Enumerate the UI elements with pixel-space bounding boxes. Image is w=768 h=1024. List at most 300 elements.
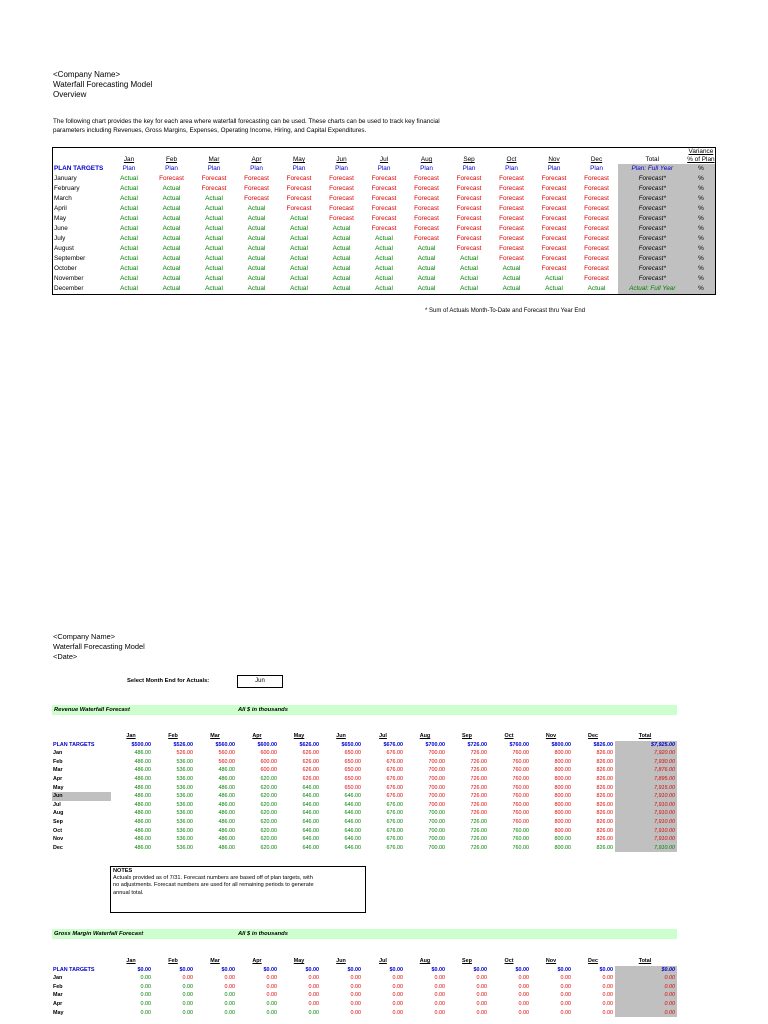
- row-label: May: [53, 784, 64, 791]
- actual-cell: Actual: [247, 225, 266, 232]
- row-label: Mar: [53, 992, 63, 999]
- actual-value: 700.00: [428, 810, 445, 817]
- plan-cell: Plan: [462, 165, 476, 172]
- forecast-cell: Forecast: [541, 215, 567, 222]
- plan-value: $700.00: [425, 741, 445, 748]
- forecast-cell: Forecast: [286, 185, 312, 192]
- plan-total: $7,925.00: [615, 741, 677, 750]
- actual-cell: Actual: [120, 265, 138, 272]
- month-header: Jan: [126, 958, 136, 964]
- actual-value: 536.00: [176, 784, 193, 791]
- waterfall-row: [52, 844, 677, 853]
- forecast-cell: Forecast: [244, 185, 269, 192]
- month-header: Feb: [165, 156, 177, 163]
- actual-value: 620.00: [260, 844, 277, 851]
- month-header: Oct: [504, 733, 514, 739]
- forecast-value: 826.00: [596, 758, 613, 765]
- actual-cell: Actual: [205, 205, 223, 212]
- actual-value: 726.00: [470, 818, 487, 825]
- forecast-value: 760.00: [512, 784, 529, 791]
- month-header: Oct: [504, 958, 514, 964]
- plan-value: $0.00: [515, 966, 529, 973]
- actual-cell: Actual: [417, 275, 436, 282]
- row-total: 0.00: [615, 991, 677, 1000]
- forecast-cell: Forecast: [371, 215, 397, 222]
- actual-value: 486.00: [134, 818, 151, 825]
- actual-cell: Actual: [162, 275, 181, 282]
- plan-value: $0.00: [263, 966, 277, 973]
- row-label: Apr: [53, 775, 63, 782]
- forecast-value: 726.00: [470, 810, 487, 817]
- row-label: Jun: [52, 792, 111, 801]
- forecast-value: 726.00: [470, 767, 487, 774]
- forecast-cell: Forecast: [541, 255, 567, 262]
- month-header: Aug: [420, 156, 433, 163]
- overview-row: [53, 174, 716, 184]
- month-header: Mar: [210, 733, 220, 739]
- forecast-value: 726.00: [470, 784, 487, 791]
- gm-band-title: Gross Margin Waterfall Forecast: [54, 931, 144, 937]
- forecast-cell: Forecast: [414, 175, 439, 182]
- plan-value: $676.00: [383, 741, 403, 748]
- intro-line-2: parameters including Revenues, Gross Margins, Expenses, Operating Income, Hiring, and Capital Expenditures.: [53, 126, 367, 134]
- overview-row: [53, 234, 716, 244]
- forecast-value: 0.00: [434, 1009, 445, 1016]
- forecast-value: 0.00: [308, 1000, 319, 1007]
- forecast-value: 626.00: [302, 750, 319, 757]
- row-label: Dec: [53, 844, 63, 851]
- actual-cell: Actual: [290, 265, 308, 272]
- actual-cell: Actual: [120, 195, 138, 202]
- actual-value: 620.00: [260, 793, 277, 800]
- overview-row: [53, 184, 716, 194]
- row-label: Jan: [53, 750, 63, 757]
- waterfall-row: [52, 1009, 677, 1018]
- actual-cell: Actual: [332, 235, 351, 242]
- forecast-cell: Forecast: [371, 205, 397, 212]
- forecast-value: 0.00: [350, 1009, 361, 1016]
- forecast-value: 0.00: [518, 1000, 529, 1007]
- plan-value: $0.00: [389, 966, 403, 973]
- actual-value: 486.00: [134, 801, 151, 808]
- forecast-value: 726.00: [470, 750, 487, 757]
- row-pct-cell: %: [687, 184, 716, 194]
- forecast-value: 0.00: [434, 983, 445, 990]
- actual-cell: Actual: [120, 255, 138, 262]
- row-pct-cell: %: [687, 264, 716, 274]
- row-total-cell: Forecast*: [618, 184, 687, 194]
- overview-footnote: * Sum of Actuals Month-To-Date and Forecast thru Year End: [425, 308, 586, 314]
- forecast-value: 0.00: [350, 975, 361, 982]
- forecast-cell: Forecast: [584, 175, 609, 182]
- actual-value: 536.00: [176, 758, 193, 765]
- overview-row: [53, 194, 716, 204]
- actual-cell: Actual: [120, 215, 138, 222]
- row-total-cell: Forecast*: [618, 194, 687, 204]
- forecast-value: 800.00: [554, 775, 571, 782]
- plan-targets-row: [52, 966, 677, 975]
- row-pct-cell: %: [687, 254, 716, 264]
- plan-value: $0.00: [137, 966, 151, 973]
- row-total: 7,920.00: [615, 749, 677, 758]
- forecast-cell: Forecast: [541, 195, 567, 202]
- forecast-cell: Forecast: [456, 185, 482, 192]
- row-total: 0.00: [615, 1009, 677, 1018]
- blank-cell: [150, 148, 193, 157]
- row-label: Jan: [53, 975, 63, 982]
- row-label: Feb: [53, 983, 63, 990]
- actual-value: 0.00: [182, 983, 193, 990]
- forecast-value: 700.00: [428, 767, 445, 774]
- month-header: Mar: [208, 156, 220, 163]
- model-company: <Company Name>: [53, 632, 116, 641]
- notes-box: [110, 866, 366, 913]
- row-label: May: [53, 1009, 64, 1016]
- actual-value: 486.00: [134, 827, 151, 834]
- plan-cell: Plan: [505, 165, 518, 172]
- plan-targets-row: [52, 741, 677, 750]
- forecast-cell: Forecast: [456, 225, 482, 232]
- actual-value: 0.00: [140, 1000, 151, 1007]
- actual-value: 536.00: [176, 775, 193, 782]
- actual-cell: Actual: [247, 255, 266, 262]
- forecast-cell: Forecast: [584, 275, 609, 282]
- forecast-cell: Forecast: [541, 185, 567, 192]
- forecast-cell: Forecast: [329, 175, 354, 182]
- actual-cell: Actual: [247, 235, 266, 242]
- actual-value: 700.00: [428, 844, 445, 851]
- actual-value: 760.00: [512, 827, 529, 834]
- month-header: Aug: [419, 958, 431, 964]
- actual-cell: Actual: [460, 265, 478, 272]
- forecast-cell: Forecast: [414, 185, 439, 192]
- forecast-cell: Forecast: [541, 245, 567, 252]
- row-label: January: [54, 175, 77, 182]
- select-month-label: Select Month End for Actuals:: [127, 678, 210, 684]
- forecast-value: 0.00: [476, 983, 487, 990]
- plan-value: $0.00: [179, 966, 193, 973]
- actual-value: 486.00: [134, 784, 151, 791]
- forecast-value: 0.00: [560, 975, 571, 982]
- row-label: April: [54, 205, 67, 212]
- plan-value: $726.00: [467, 741, 487, 748]
- plan-targets-label: PLAN TARGETS: [53, 966, 95, 973]
- actual-cell: Actual: [162, 265, 181, 272]
- actual-value: 646.00: [302, 793, 319, 800]
- actual-value: 826.00: [596, 844, 613, 851]
- waterfall-row: [52, 974, 677, 983]
- forecast-value: 760.00: [512, 810, 529, 817]
- actual-cell: Actual: [332, 285, 351, 292]
- forecast-value: 760.00: [512, 818, 529, 825]
- model-header: [53, 632, 145, 662]
- row-label: June: [54, 225, 68, 232]
- forecast-cell: Forecast: [584, 225, 609, 232]
- plan-cell: Plan: [292, 165, 306, 172]
- month-header: Sep: [462, 733, 472, 739]
- plan-value: $0.00: [599, 966, 613, 973]
- month-header: Sep: [462, 958, 472, 964]
- overview-key-table: [52, 147, 716, 295]
- actual-value: 646.00: [344, 844, 361, 851]
- forecast-value: 800.00: [554, 750, 571, 757]
- actual-cell: Actual: [375, 275, 393, 282]
- actual-cell: Actual: [502, 285, 521, 292]
- forecast-value: 650.00: [344, 758, 361, 765]
- row-total-cell: Forecast*: [618, 234, 687, 244]
- forecast-cell: Forecast: [584, 245, 609, 252]
- actual-cell: Actual: [332, 245, 351, 252]
- actual-value: 486.00: [218, 836, 235, 843]
- forecast-value: 676.00: [386, 767, 403, 774]
- row-total: 7,910.00: [615, 809, 677, 818]
- forecast-value: 676.00: [386, 775, 403, 782]
- forecast-value: 0.00: [560, 983, 571, 990]
- row-pct-cell: %: [687, 194, 716, 204]
- actual-value: 0.00: [140, 975, 151, 982]
- forecast-value: 626.00: [302, 775, 319, 782]
- actual-value: 760.00: [512, 844, 529, 851]
- actual-value: 0.00: [182, 992, 193, 999]
- actual-value: 646.00: [302, 844, 319, 851]
- row-total: 7,930.00: [615, 758, 677, 767]
- forecast-cell: Forecast: [329, 215, 354, 222]
- gm-band-units: All $ in thousands: [238, 931, 288, 937]
- forecast-value: 526.00: [176, 750, 193, 757]
- actual-value: 0.00: [308, 1009, 319, 1016]
- month-header: Jun: [336, 156, 347, 163]
- forecast-value: 826.00: [596, 801, 613, 808]
- forecast-cell: Forecast: [414, 205, 439, 212]
- actual-cell: Actual: [417, 265, 436, 272]
- blank-cell: [53, 148, 108, 157]
- actual-value: 486.00: [218, 793, 235, 800]
- blank-cell: [575, 148, 618, 157]
- plan-targets-label: PLAN TARGETS: [54, 165, 104, 172]
- plan-value: $760.00: [509, 741, 529, 748]
- plan-value: $650.00: [341, 741, 361, 748]
- notes-line-1: Actuals provided as of 7/31. Forecast numbers are based off of plan targets, with: [113, 875, 313, 882]
- forecast-value: 0.00: [476, 975, 487, 982]
- row-total-cell: Forecast*: [618, 274, 687, 284]
- actual-cell: Actual: [247, 265, 266, 272]
- forecast-value: 826.00: [596, 818, 613, 825]
- row-pct-cell: %: [687, 204, 716, 214]
- overview-intro: [53, 118, 613, 135]
- actual-cell: Actual: [162, 215, 181, 222]
- month-header: Apr: [252, 958, 262, 964]
- forecast-cell: Forecast: [371, 225, 397, 232]
- forecast-value: 800.00: [554, 767, 571, 774]
- pct-header: % of Plan: [687, 156, 715, 163]
- row-label: Aug: [53, 810, 64, 817]
- actual-cell: Actual: [290, 275, 308, 282]
- forecast-value: 0.00: [224, 975, 235, 982]
- plan-cell: Plan: [335, 165, 348, 172]
- actual-value: 536.00: [176, 810, 193, 817]
- actual-value: 646.00: [344, 801, 361, 808]
- actual-cell: Actual: [162, 255, 181, 262]
- actual-value: 646.00: [302, 810, 319, 817]
- actual-value: 760.00: [512, 836, 529, 843]
- waterfall-row: [52, 749, 677, 758]
- month-header: Jan: [123, 156, 135, 163]
- forecast-cell: Forecast: [329, 205, 354, 212]
- row-total-cell: Forecast*: [618, 214, 687, 224]
- actual-cell: Actual: [205, 245, 223, 252]
- actual-value: 0.00: [182, 1000, 193, 1007]
- forecast-cell: Forecast: [584, 255, 609, 262]
- plan-value: $0.00: [305, 966, 319, 973]
- waterfall-row: [52, 775, 677, 784]
- plan-value: $560.00: [215, 741, 235, 748]
- actual-value: 0.00: [266, 1000, 277, 1007]
- forecast-value: 826.00: [596, 775, 613, 782]
- forecast-cell: Forecast: [541, 225, 567, 232]
- actual-value: 536.00: [176, 836, 193, 843]
- forecast-value: 0.00: [266, 975, 277, 982]
- forecast-value: 600.00: [260, 767, 277, 774]
- forecast-cell: Forecast: [584, 205, 609, 212]
- forecast-value: 0.00: [350, 983, 361, 990]
- plan-value: $0.00: [473, 966, 487, 973]
- actual-value: 486.00: [218, 844, 235, 851]
- actual-cell: Actual: [290, 235, 308, 242]
- forecast-cell: Forecast: [584, 235, 609, 242]
- actual-cell: Actual: [205, 195, 223, 202]
- forecast-value: 0.00: [518, 983, 529, 990]
- model-date: <Date>: [53, 652, 78, 661]
- forecast-value: 676.00: [386, 758, 403, 765]
- row-label: Apr: [53, 1000, 63, 1007]
- actual-cell: Actual: [120, 285, 138, 292]
- forecast-value: 0.00: [476, 992, 487, 999]
- forecast-value: 676.00: [386, 750, 403, 757]
- row-total-cell: Forecast*: [618, 224, 687, 234]
- blank-cell: [405, 148, 448, 157]
- plan-cell: Plan: [547, 165, 561, 172]
- actual-value: 800.00: [554, 844, 571, 851]
- actual-cell: Actual: [332, 225, 351, 232]
- forecast-value: 676.00: [386, 793, 403, 800]
- month-header: Dec: [588, 733, 598, 739]
- forecast-value: 726.00: [470, 801, 487, 808]
- actual-cell: Actual: [120, 245, 138, 252]
- forecast-value: 0.00: [476, 1000, 487, 1007]
- row-total: 7,915.00: [615, 784, 677, 793]
- overview-subtitle: Overview: [53, 90, 87, 99]
- actual-value: 646.00: [344, 793, 361, 800]
- blank-cell: [533, 148, 576, 157]
- plan-value: $500.00: [131, 741, 151, 748]
- actual-cell: Actual: [332, 275, 351, 282]
- plan-value: $626.00: [299, 741, 319, 748]
- actual-cell: Actual: [247, 275, 266, 282]
- actual-value: 646.00: [302, 827, 319, 834]
- actual-value: 676.00: [386, 810, 403, 817]
- forecast-cell: Forecast: [159, 175, 184, 182]
- actual-value: 486.00: [218, 818, 235, 825]
- actual-value: 486.00: [218, 810, 235, 817]
- select-month-input[interactable]: Jun: [237, 675, 283, 688]
- month-header: Feb: [168, 733, 178, 739]
- actual-cell: Actual: [290, 215, 308, 222]
- forecast-value: 0.00: [602, 992, 613, 999]
- forecast-value: 800.00: [554, 818, 571, 825]
- forecast-cell: Forecast: [499, 215, 524, 222]
- forecast-value: 800.00: [554, 801, 571, 808]
- actual-cell: Actual: [417, 255, 436, 262]
- row-total: 0.00: [615, 1000, 677, 1009]
- actual-value: 486.00: [134, 836, 151, 843]
- plan-pct-cell: %: [687, 164, 716, 174]
- actual-value: 486.00: [218, 767, 235, 774]
- forecast-value: 0.00: [182, 975, 193, 982]
- actual-cell: Actual: [205, 285, 223, 292]
- forecast-cell: Forecast: [584, 185, 609, 192]
- forecast-value: 0.00: [392, 992, 403, 999]
- actual-value: 486.00: [134, 758, 151, 765]
- actual-value: 700.00: [428, 818, 445, 825]
- forecast-value: 0.00: [392, 975, 403, 982]
- revenue-band-units: All $ in thousands: [238, 707, 288, 713]
- forecast-value: 0.00: [602, 983, 613, 990]
- overview-row: [53, 264, 716, 274]
- actual-value: 620.00: [260, 801, 277, 808]
- variance-header: Variance: [688, 148, 714, 155]
- row-label: Jul: [53, 801, 61, 808]
- actual-cell: Actual: [247, 215, 266, 222]
- revenue-table: [52, 732, 677, 852]
- actual-value: 676.00: [386, 818, 403, 825]
- actual-cell: Actual: [162, 245, 181, 252]
- actual-value: 486.00: [218, 784, 235, 791]
- forecast-value: 650.00: [344, 784, 361, 791]
- forecast-cell: Forecast: [286, 175, 312, 182]
- forecast-cell: Forecast: [456, 195, 482, 202]
- blank-cell: [108, 148, 151, 157]
- actual-value: 676.00: [386, 827, 403, 834]
- row-label: August: [54, 245, 74, 252]
- forecast-value: 800.00: [554, 784, 571, 791]
- forecast-cell: Forecast: [584, 215, 609, 222]
- actual-value: 620.00: [260, 827, 277, 834]
- row-label: Mar: [53, 767, 63, 774]
- forecast-value: 650.00: [344, 750, 361, 757]
- overview-header-row-1: [53, 148, 716, 157]
- forecast-cell: Forecast: [499, 235, 524, 242]
- forecast-value: 760.00: [512, 801, 529, 808]
- actual-cell: Actual: [205, 265, 223, 272]
- month-header: Sep: [463, 156, 475, 163]
- actual-cell: Actual: [375, 235, 393, 242]
- actual-value: 0.00: [140, 983, 151, 990]
- row-pct-cell: %: [687, 284, 716, 295]
- row-total: 7,876.00: [615, 766, 677, 775]
- actual-cell: Actual: [247, 205, 266, 212]
- month-header: May: [293, 958, 305, 964]
- forecast-value: 0.00: [602, 975, 613, 982]
- waterfall-row: [52, 758, 677, 767]
- gross-margin-band: [52, 929, 677, 939]
- forecast-value: 560.00: [218, 758, 235, 765]
- plan-cell: Plan: [590, 165, 603, 172]
- forecast-value: 0.00: [350, 1000, 361, 1007]
- actual-value: 620.00: [260, 775, 277, 782]
- actual-value: 726.00: [470, 844, 487, 851]
- row-total: 7,910.00: [615, 827, 677, 836]
- actual-cell: Actual: [545, 285, 563, 292]
